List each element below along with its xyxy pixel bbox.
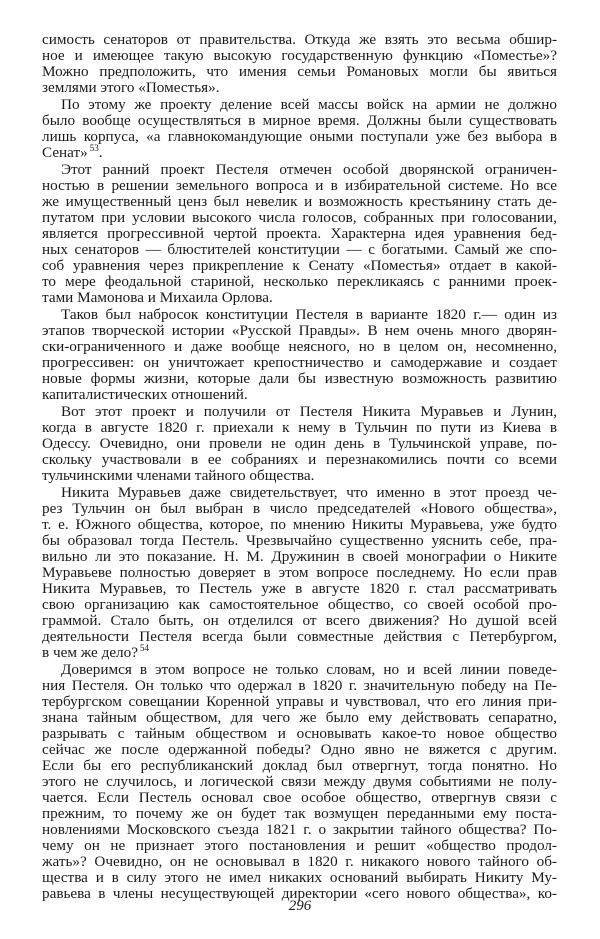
paragraph — [42, 404, 557, 484]
text-line — [42, 48, 557, 64]
text-line — [42, 307, 557, 323]
text-line — [42, 226, 557, 242]
text-line — [42, 597, 557, 613]
line-text: деятельности Пестеля всегда были совместные действия с Петербургом, — [42, 628, 557, 645]
line-text-tail: . — [98, 144, 103, 161]
line-text: в чем же дело? — [42, 644, 138, 661]
line-text: капиталистических отношений. — [42, 386, 248, 403]
text-line — [42, 355, 557, 371]
line-text: Никита Муравьев даже свидетельствует, что именно в этот проезд че- — [61, 484, 557, 501]
line-text: щества и в силу этого не имел никаких оснований выбирать Никиту Му- — [42, 869, 557, 886]
line-text: тербургском совещании Коренной управы и чувствовал, что его линия при- — [42, 693, 557, 710]
text-line — [42, 436, 557, 452]
line-text: рез Тульчин он был выбран в число председателей «Нового общества», — [42, 500, 557, 517]
line-text: ностью в решении земельного вопроса и в избирательной системе. Но все — [42, 177, 557, 194]
line-text: Можно предположить, что имения семьи Романовых могли бы явиться — [42, 63, 557, 80]
line-text: Этот ранний проект Пестеля отмечен особой дворянской ограничен- — [61, 161, 557, 178]
line-text: Доверимся в этом вопросе не только словам, но и всей линии поведе- — [61, 661, 557, 678]
text-line — [42, 162, 557, 178]
text-line — [42, 97, 557, 113]
text-line — [42, 468, 557, 484]
text-line — [42, 870, 557, 886]
text-line — [42, 80, 557, 96]
text-line — [42, 452, 557, 468]
line-text: вильно ли это показание. Н. М. Дружинин в своей монографии о Никите — [42, 548, 557, 565]
line-text: ски-ограниченного и даже вообще неясного, но в целом он, несомненно, — [42, 338, 557, 355]
text-line — [42, 242, 557, 258]
text-line — [42, 371, 557, 387]
paragraph — [42, 97, 557, 161]
text-line — [42, 565, 557, 581]
text-line — [42, 838, 557, 854]
text-line — [42, 178, 557, 194]
text-line — [42, 549, 557, 565]
text-line — [42, 629, 557, 645]
text-line — [42, 274, 557, 290]
text-line — [42, 678, 557, 694]
text-line — [42, 613, 557, 629]
line-text: новые формы жизни, которые дали бы известную возможность развитию — [42, 370, 557, 387]
text-line — [42, 420, 557, 436]
text-line — [42, 645, 557, 661]
line-text: прежним, то почему же он будет так возмущен переданными ему поста- — [42, 805, 557, 822]
footnote-reference[interactable]: 53 — [89, 143, 99, 153]
text-line — [42, 485, 557, 501]
text-line — [42, 258, 557, 274]
paragraph — [42, 662, 557, 902]
text-line — [42, 210, 557, 226]
text-line — [42, 194, 557, 210]
line-text: равьева в члены несуществующей директории «сего нового общества», ко- — [42, 885, 557, 902]
line-text: прогрессивен: он уничтожает крепостничество и самодержавие и создает — [42, 354, 557, 371]
line-text: Никита Муравьев, то Пестель уже в августе 1820 г. стал рассматривать — [42, 580, 557, 597]
line-text: чему он не признает этого постановления и решит «общество продол- — [42, 837, 557, 854]
text-line — [42, 694, 557, 710]
line-text: Муравьеве полностью доверяет в этом вопросе последнему. Но если прав — [42, 564, 557, 581]
line-text: симость сенаторов от правительства. Откуда же взять это весьма обшир- — [42, 31, 557, 48]
text-line — [42, 822, 557, 838]
line-text: разрывать с тайным обществом и основывать какое-то новое общество — [42, 725, 557, 742]
text-line — [42, 790, 557, 806]
line-text: Вот этот проект и получили от Пестеля Никита Муравьев и Лунин, — [61, 403, 557, 420]
line-text: тами Мамонова и Михаила Орлова. — [42, 289, 273, 306]
text-line — [42, 662, 557, 678]
line-text: путатом при условии высокого числа голосов, собранных при голосовании, — [42, 209, 557, 226]
line-text: этапов творческой истории «Русской Правды». В нем очень много дворян- — [42, 322, 557, 339]
page-number: 296 — [288, 898, 312, 914]
text-line — [42, 32, 557, 48]
line-text: когда в августе 1820 г. приехали к нему в Тульчин по пути из Киева в — [42, 419, 557, 436]
line-text: чается. Если Пестель основал свое особое общество, отвергнув связи с — [42, 789, 557, 806]
text-line — [42, 742, 557, 758]
line-text: граммой. Стало быть, он отделился от всего движения? Но душой всей — [42, 612, 557, 629]
line-text: Одессу. Очевидно, они провели не один день в Тульчинской управе, по- — [42, 435, 557, 452]
line-text: свою организацию как самостоятельное общество, со своей особой про- — [42, 596, 557, 613]
line-text: ное и имеющее такую высокую государственную функцию «Поместье»? — [42, 47, 557, 64]
text-line — [42, 501, 557, 517]
text-line — [42, 533, 557, 549]
text-line — [42, 581, 557, 597]
line-text: сейчас же после одержанной победы? Одно явно не вяжется с другим. — [42, 741, 557, 758]
line-text: По этому же проекту деление всей массы войск на армии не должно — [61, 96, 557, 113]
line-text: жать»? Очевидно, он не основывал в 1820 г. никакого нового тайного об- — [42, 853, 557, 870]
text-line — [42, 726, 557, 742]
line-text: же имущественный ценз был невелик и возможность крестьянину стать де- — [42, 193, 557, 210]
line-text: бы образовал тогда Пестель. Чрезвычайно существенно уяснить себе, пра- — [42, 532, 557, 549]
line-text: Таков был набросок конституции Пестеля в варианте 1820 г.— один из — [61, 306, 557, 323]
line-text: лишь корпуса, «а главнокомандующие оными поступали уже без выбора в — [42, 128, 557, 145]
line-text: ния Пестеля. Он только что одержал в 1820 г. значительную победу на Пе- — [42, 677, 557, 694]
text-line — [42, 774, 557, 790]
text-line — [42, 387, 557, 403]
line-text: этого не случилось, и логической связи между двумя событиями не полу- — [42, 773, 557, 790]
text-line — [42, 64, 557, 80]
text-line — [42, 290, 557, 306]
line-text: то мере феодальной стариной, несколько перекликаясь с ранними проек- — [42, 273, 557, 290]
line-text: Если бы его республиканский доклад был отвергнут, тогда понятно. Но — [42, 757, 557, 774]
line-text: соб уравнения через прикрепление к Сенату «Поместья» отдает в какой- — [42, 257, 557, 274]
paragraph — [42, 307, 557, 403]
text-line — [42, 710, 557, 726]
text-line — [42, 404, 557, 420]
footnote-reference[interactable]: 54 — [139, 643, 149, 653]
line-text: ных сенаторов — блюстителей конституции — с богатыми. Самый же спо- — [42, 241, 557, 258]
text-line — [42, 854, 557, 870]
line-text: Сенат» — [42, 144, 88, 161]
line-text: является прогрессивной чертой проекта. Характерна идея уравнения бед- — [42, 225, 557, 242]
paragraph — [42, 32, 557, 96]
line-text: знана тайным обществом, для чего же было ему действовать сепаратно, — [42, 709, 557, 726]
line-text: новлениями Московского съезда 1821 г. о закрытии тайного общества? По- — [42, 821, 557, 838]
text-line — [42, 517, 557, 533]
text-line — [42, 129, 557, 145]
paragraph — [42, 485, 557, 661]
text-line — [42, 145, 557, 161]
line-text: т. е. Южного общества, которое, по мнению Никиты Муравьева, уже будто — [42, 516, 557, 533]
paragraph — [42, 162, 557, 306]
text-line — [42, 113, 557, 129]
text-line — [42, 339, 557, 355]
line-text: тульчинскими членами тайного общества. — [42, 467, 315, 484]
line-text: землями этого «Поместья». — [42, 79, 220, 96]
line-text: было вообще осуществляться в мирное время. Должны были существовать — [42, 112, 557, 129]
text-line — [42, 758, 557, 774]
text-line — [42, 806, 557, 822]
line-text: скольку участвовали в ее собраниях и перезнакомились почти со всеми — [42, 451, 557, 468]
text-line — [42, 323, 557, 339]
body-text — [42, 32, 557, 902]
